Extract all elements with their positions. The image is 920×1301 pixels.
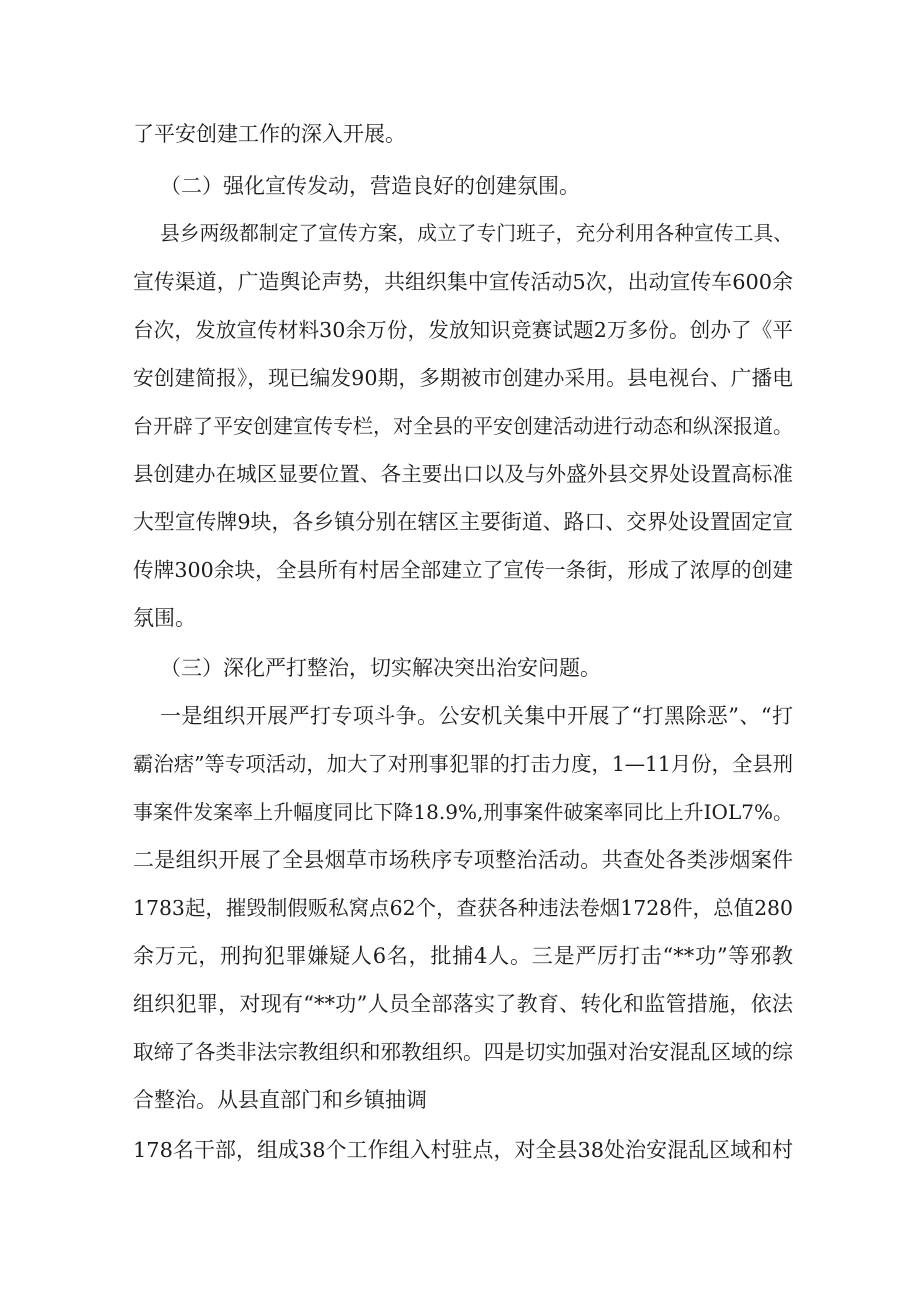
text-line: 县创建办在城区显要位置、各主要出口以及与外盛外县交界处设置高标准 <box>133 462 793 486</box>
text-line: 二是组织开展了全县烟草市场秩序专项整治活动。共查处各类涉烟案件 <box>133 848 793 872</box>
text-line: 事案件发案率上升幅度同比下降18.9%,刑事案件破案率同比上升IOL7%。 <box>133 800 793 824</box>
text-line: 大型宣传牌9块，各乡镇分别在辖区主要街道、路口、交界处设置固定宣 <box>133 510 793 534</box>
text-line: 县乡两级都制定了宣传方案，成立了专门班子，充分利用各种宣传工具、 <box>160 222 793 245</box>
text-line: 了平安创建工作的深入开展。 <box>133 122 406 146</box>
text-line: 安创建简报》，现已编发90期，多期被市创建办采用。县电视台、广播电 <box>133 366 793 390</box>
text-line: 宣传渠道，广造舆论声势，共组织集中宣传活动5次，出动宣传车600余 <box>133 270 793 294</box>
text-line: 台开辟了平安创建宣传专栏，对全县的平安创建活动进行动态和纵深报道。 <box>133 414 793 438</box>
text-line: （二）强化宣传发动，营造良好的创建氛围。 <box>160 174 580 198</box>
text-line: 1783起，摧毁制假贩私窝点62个，查获各种违法卷烟1728件，总值280 <box>133 896 793 920</box>
text-line: 组织犯罪，对现有“**功”人员全部落实了教育、转化和监管措施，依法 <box>133 992 793 1016</box>
text-line: （三）深化严打整治，切实解决突出治安问题。 <box>160 656 601 680</box>
text-line: 取缔了各类非法宗教组织和邪教组织。四是切实加强对治安混乱区域的综 <box>133 1040 793 1064</box>
text-line: 氛围。 <box>133 606 196 630</box>
text-line: 台次，发放宣传材料30余万份，发放知识竞赛试题2万多份。创办了《平 <box>133 318 793 342</box>
text-line: 余万元，刑拘犯罪嫌疑人6名，批捕4人。三是严厉打击“**功”等邪教 <box>133 944 793 968</box>
text-line: 霸治痞”等专项活动，加大了对刑事犯罪的打击力度，1—11月份，全县刑 <box>133 752 793 776</box>
text-line: 合整治。从县直部门和乡镇抽调 <box>133 1088 427 1112</box>
text-line: 传牌300余块，全县所有村居全部建立了宣传一条街，形成了浓厚的创建 <box>133 558 793 582</box>
text-line: 178名干部，组成38个工作组入村驻点，对全县38处治安混乱区域和村 <box>133 1138 793 1162</box>
text-line: 一是组织开展严打专项斗争。公安机关集中开展了“打黑除恶”、“打 <box>160 704 793 728</box>
